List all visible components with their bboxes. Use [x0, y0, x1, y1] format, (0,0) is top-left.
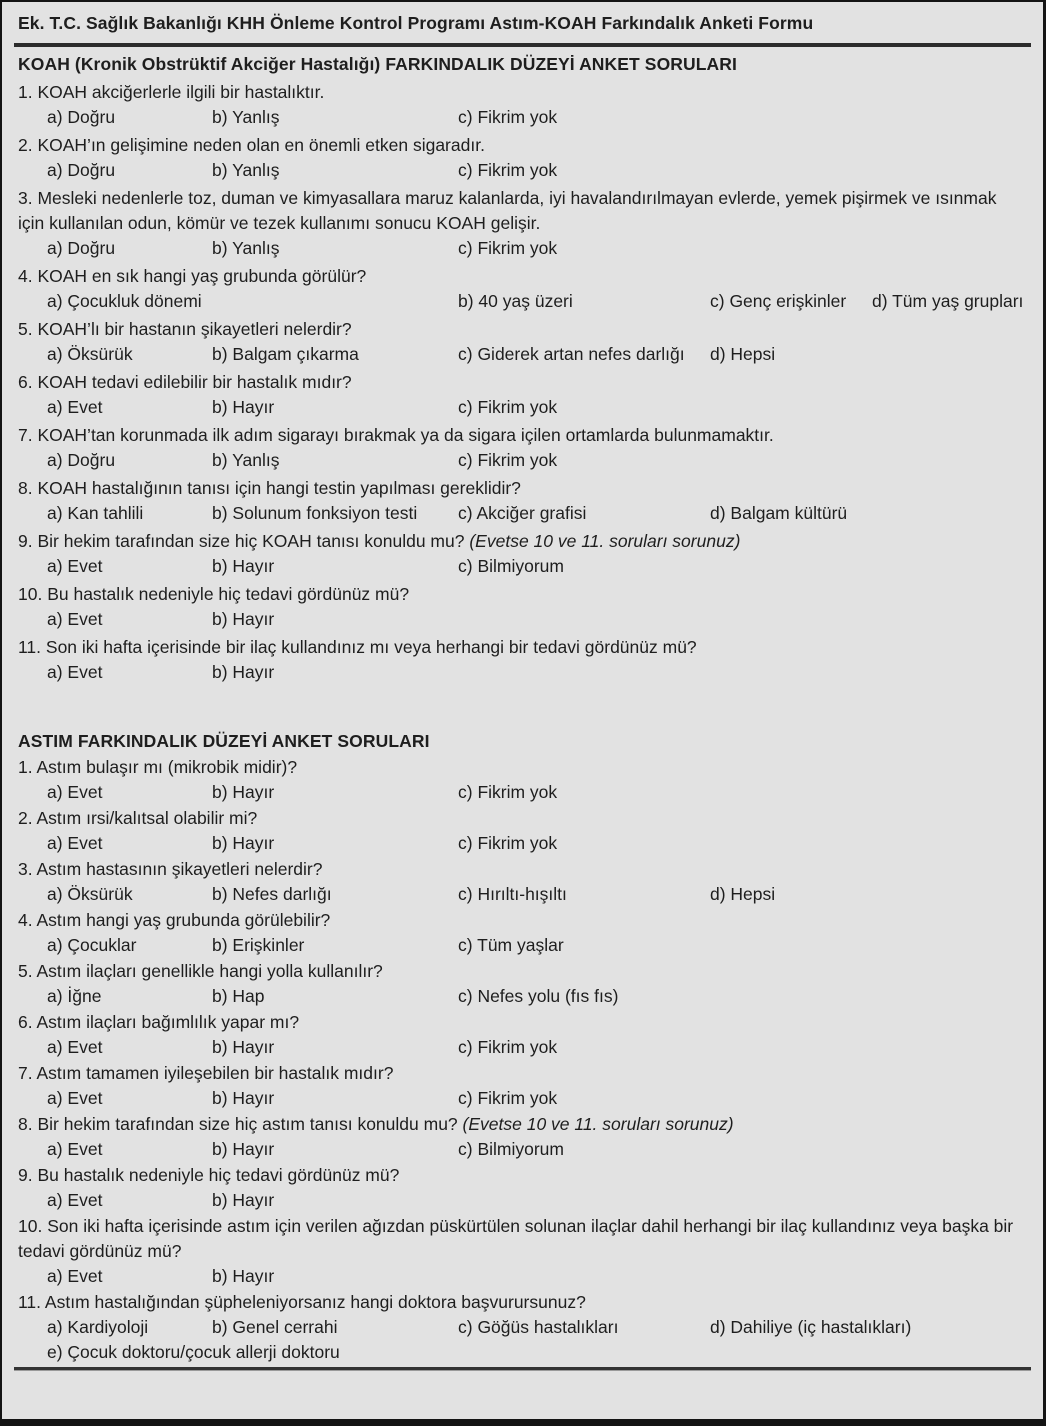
- question-text: [2, 635, 1033, 660]
- option-label: c) Akciğer grafisi: [458, 503, 587, 523]
- question-text: [2, 1214, 1033, 1264]
- option-label: a) Evet: [47, 1037, 103, 1057]
- options-row: [18, 660, 1033, 685]
- option-label: c) Fikrim yok: [458, 397, 558, 417]
- option-label: b) Hayır: [212, 1266, 275, 1286]
- question-label: 10. Bu hastalık nedeniyle hiç tedavi gördünüz mü?: [18, 584, 410, 604]
- option-label: c) Giderek artan nefes darlığı: [458, 344, 685, 364]
- question-label: 3. Astım hastasının şikayetleri nelerdir?: [18, 859, 323, 879]
- option-label: c) Fikrim yok: [458, 450, 558, 470]
- question-text: [2, 80, 1033, 105]
- question-label: 6. KOAH tedavi edilebilir bir hastalık mıdır?: [18, 372, 352, 392]
- section: [2, 729, 1033, 1365]
- question-text: [2, 908, 1033, 933]
- options-row: [18, 236, 1033, 261]
- options-row: [18, 395, 1033, 420]
- question-label: 7. KOAH’tan korunmada ilk adım sigarayı bırakmak ya da sigara içilen ortamlarda bulunmamaktır.: [18, 425, 774, 445]
- option-label: c) Fikrim yok: [458, 833, 558, 853]
- option-label: a) Öksürük: [47, 884, 133, 904]
- option-label: a) Öksürük: [47, 344, 133, 364]
- option-label: d) Tüm yaş grupları: [872, 291, 1024, 311]
- option-label: d) Balgam kültürü: [710, 503, 848, 523]
- question-label: 7. Astım tamamen iyileşebilen bir hastalık mıdır?: [18, 1063, 394, 1083]
- question-note: (Evetse 10 ve 11. soruları sorunuz): [462, 1114, 734, 1134]
- option-label: c) Fikrim yok: [458, 782, 558, 802]
- option-label: b) Hayır: [212, 556, 275, 576]
- question-text: [2, 133, 1033, 158]
- option-label: a) Evet: [47, 1088, 103, 1108]
- question-text: [2, 755, 1033, 780]
- options-row: [18, 554, 1033, 579]
- option-label: c) Fikrim yok: [458, 107, 558, 127]
- option-label: a) Çocuklar: [47, 935, 137, 955]
- question-label: 2. KOAH’ın gelişimine neden olan en önemli etken sigaradır.: [18, 135, 485, 155]
- option-label: a) Evet: [47, 1266, 103, 1286]
- option-label: c) Göğüs hastalıkları: [458, 1317, 619, 1337]
- question-label: 9. Bir hekim tarafından size hiç KOAH tanısı konuldu mu?: [18, 531, 465, 551]
- option-label: b) Hayır: [212, 397, 275, 417]
- question-label: 11. Astım hastalığından şüpheleniyorsanız hangi doktora başvurursunuz?: [18, 1292, 586, 1312]
- question-text: [2, 959, 1033, 984]
- question-label: 4. KOAH en sık hangi yaş grubunda görülür?: [18, 266, 367, 286]
- question-text: [2, 317, 1033, 342]
- options-row: [18, 1188, 1033, 1213]
- question-text: [2, 1010, 1033, 1035]
- option-label: a) Evet: [47, 833, 103, 853]
- option-label: b) Solunum fonksiyon testi: [212, 503, 418, 523]
- options-row: [18, 1264, 1033, 1289]
- option-label: a) Evet: [47, 556, 103, 576]
- options-row: [18, 342, 1033, 367]
- question-label: 5. Astım ilaçları genellikle hangi yolla kullanılır?: [18, 961, 383, 981]
- section-gap: [2, 685, 1033, 729]
- option-label: b) Hayır: [212, 782, 275, 802]
- option-label: b) Hayır: [212, 662, 275, 682]
- options-row: [18, 933, 1033, 958]
- question-text: [2, 1112, 1033, 1137]
- question-label: 2. Astım ırsi/kalıtsal olabilir mi?: [18, 808, 258, 828]
- option-label: b) Yanlış: [212, 107, 280, 127]
- form-title: Ek. T.C. Sağlık Bakanlığı KHH Önleme Kontrol Programı Astım-KOAH Farkındalık Anketi Formu: [18, 13, 814, 33]
- options-row: [18, 1137, 1033, 1162]
- option-label: a) Kan tahlili: [47, 503, 144, 523]
- option-label: b) Hayır: [212, 1190, 275, 1210]
- options-row: [18, 1340, 1033, 1365]
- option-label: a) Evet: [47, 397, 103, 417]
- option-label: b) Yanlış: [212, 238, 280, 258]
- options-row: [18, 984, 1033, 1009]
- option-label: d) Hepsi: [710, 884, 776, 904]
- options-row: [18, 831, 1033, 856]
- option-label: c) Fikrim yok: [458, 1037, 558, 1057]
- option-label: a) Evet: [47, 1139, 103, 1159]
- options-row: [18, 289, 1033, 314]
- question-label: 1. Astım bulaşır mı (mikrobik midir)?: [18, 757, 298, 777]
- option-label: e) Çocuk doktoru/çocuk allerji doktoru: [47, 1342, 340, 1362]
- option-label: b) Nefes darlığı: [212, 884, 332, 904]
- question-text: [2, 1163, 1033, 1188]
- option-label: c) Fikrim yok: [458, 1088, 558, 1108]
- option-label: a) Kardiyoloji: [47, 1317, 149, 1337]
- option-label: c) Bilmiyorum: [458, 1139, 564, 1159]
- option-label: c) Fikrim yok: [458, 238, 558, 258]
- option-label: b) Yanlış: [212, 160, 280, 180]
- question-text: [2, 264, 1033, 289]
- question-label: 3. Mesleki nedenlerle toz, duman ve kimyasallara maruz kalanlarda, iyi havalandırılmayan evlerde, yemek pişirmek ve ısınmak için kullanılan odun, kömür ve tezek kullanımı sonucu KOAH gelişir.: [18, 188, 997, 233]
- option-label: c) Fikrim yok: [458, 160, 558, 180]
- question-label: 4. Astım hangi yaş grubunda görülebilir?: [18, 910, 331, 930]
- option-label: b) Hap: [212, 986, 265, 1006]
- option-label: b) Hayır: [212, 1139, 275, 1159]
- option-label: c) Nefes yolu (fıs fıs): [458, 986, 619, 1006]
- options-row: [18, 158, 1033, 183]
- option-label: b) Balgam çıkarma: [212, 344, 359, 364]
- section-title: KOAH (Kronik Obstrüktif Akciğer Hastalığı) FARKINDALIK DÜZEYİ ANKET SORULARI: [18, 54, 737, 74]
- question-label: 8. KOAH hastalığının tanısı için hangi testin yapılması gereklidir?: [18, 478, 521, 498]
- question-label: 10. Son iki hafta içerisinde astım için verilen ağızdan püskürtülen solunan ilaçlar dahil herhangi bir ilaç kullandınız veya başka bir tedavi gördünüz mü?: [18, 1216, 1014, 1261]
- options-row: [18, 1035, 1033, 1060]
- option-label: c) Hırıltı-hışıltı: [458, 884, 567, 904]
- form-content: [2, 47, 1043, 1367]
- question-text: [2, 370, 1033, 395]
- option-label: a) Doğru: [47, 238, 116, 258]
- footer-space: [2, 1371, 1043, 1423]
- option-label: b) Erişkinler: [212, 935, 305, 955]
- options-row: [18, 1315, 1033, 1340]
- question-text: [2, 1290, 1033, 1315]
- option-label: b) Hayır: [212, 609, 275, 629]
- option-label: b) Hayır: [212, 1088, 275, 1108]
- form-header: [2, 2, 1043, 43]
- options-row: [18, 607, 1033, 632]
- question-text: [2, 1061, 1033, 1086]
- question-label: 6. Astım ilaçları bağımlılık yapar mı?: [18, 1012, 300, 1032]
- question-text: [2, 806, 1033, 831]
- question-label: 8. Bir hekim tarafından size hiç astım tanısı konuldu mu?: [18, 1114, 458, 1134]
- options-row: [18, 448, 1033, 473]
- option-label: a) Doğru: [47, 160, 116, 180]
- question-text: [2, 186, 1033, 236]
- option-label: a) Evet: [47, 609, 103, 629]
- question-label: 5. KOAH’lı bir hastanın şikayetleri nelerdir?: [18, 319, 352, 339]
- question-text: [2, 476, 1033, 501]
- question-text: [2, 529, 1033, 554]
- option-label: b) Genel cerrahi: [212, 1317, 338, 1337]
- option-label: a) Evet: [47, 662, 103, 682]
- option-label: c) Genç erişkinler: [710, 291, 847, 311]
- option-label: a) İğne: [47, 986, 102, 1006]
- option-label: c) Bilmiyorum: [458, 556, 564, 576]
- question-label: 11. Son iki hafta içerisinde bir ilaç kullandınız mı veya herhangi bir tedavi gördünüz mü?: [18, 637, 697, 657]
- option-label: b) 40 yaş üzeri: [458, 291, 573, 311]
- option-label: b) Hayır: [212, 833, 275, 853]
- options-row: [18, 1086, 1033, 1111]
- section: [2, 52, 1033, 685]
- question-label: 9. Bu hastalık nedeniyle hiç tedavi gördünüz mü?: [18, 1165, 400, 1185]
- option-label: a) Doğru: [47, 450, 116, 470]
- section-title: ASTIM FARKINDALIK DÜZEYİ ANKET SORULARI: [18, 731, 430, 751]
- question-text: [2, 423, 1033, 448]
- option-label: a) Evet: [47, 1190, 103, 1210]
- option-label: b) Yanlış: [212, 450, 280, 470]
- options-row: [18, 105, 1033, 130]
- option-label: a) Doğru: [47, 107, 116, 127]
- option-label: d) Hepsi: [710, 344, 776, 364]
- option-label: b) Hayır: [212, 1037, 275, 1057]
- option-label: d) Dahiliye (iç hastalıkları): [710, 1317, 912, 1337]
- options-row: [18, 882, 1033, 907]
- question-text: [2, 857, 1033, 882]
- option-label: c) Tüm yaşlar: [458, 935, 564, 955]
- options-row: [18, 780, 1033, 805]
- question-note: (Evetse 10 ve 11. soruları sorunuz): [469, 531, 741, 551]
- question-text: [2, 582, 1033, 607]
- option-label: a) Evet: [47, 782, 103, 802]
- question-label: 1. KOAH akciğerlerle ilgili bir hastalıktır.: [18, 82, 325, 102]
- options-row: [18, 501, 1033, 526]
- option-label: a) Çocukluk dönemi: [47, 291, 202, 311]
